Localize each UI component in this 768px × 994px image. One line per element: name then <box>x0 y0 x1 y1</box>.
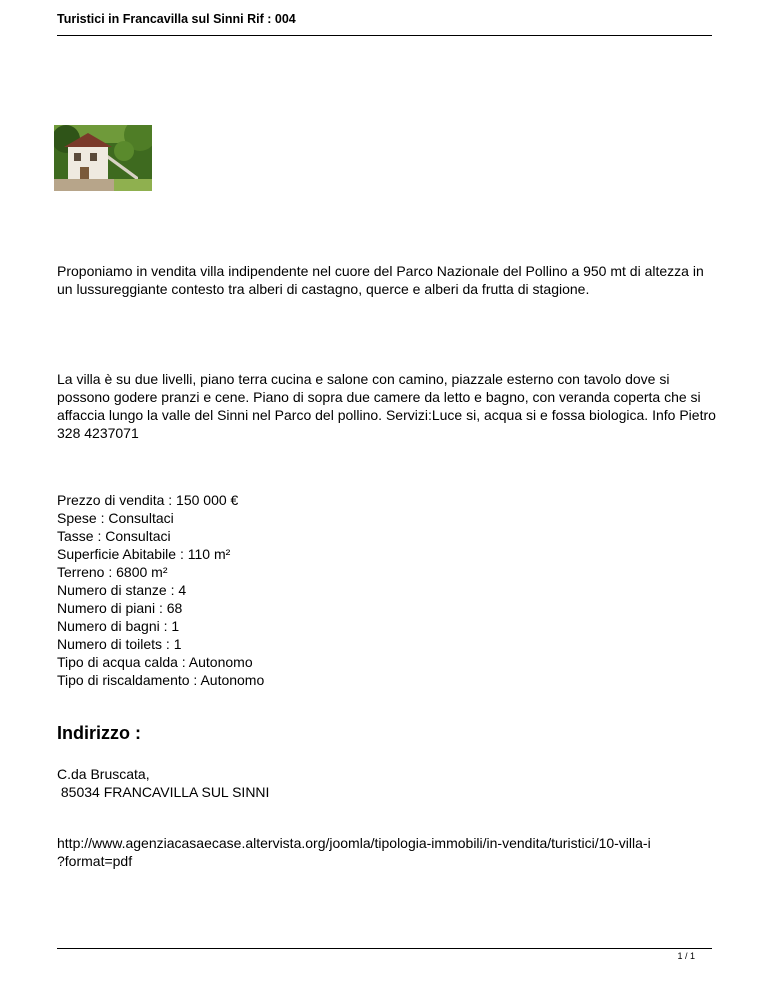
page-header-title: Turistici in Francavilla sul Sinni Rif : 004 <box>57 12 296 26</box>
footer-divider <box>57 948 712 949</box>
header-divider <box>57 35 712 36</box>
address-block <box>57 765 717 801</box>
address-line-1: C.da Bruscata, <box>57 766 150 782</box>
spec-living-area: Superficie Abitabile : 110 m² <box>57 546 231 562</box>
spec-taxes: Tasse : Consultaci <box>57 528 171 544</box>
description-paragraph-1: Proponiamo in vendita villa indipendente nel cuore del Parco Nazionale del Pollino a 950 mt di altezza in un lussureggiante contesto tra alberi di castagno, querce e alberi da frutta di stagione. <box>57 263 704 297</box>
property-specs-list <box>57 491 717 689</box>
property-photo <box>54 125 152 191</box>
page-number: 1 / 1 <box>677 951 695 961</box>
spec-hot-water: Tipo di acqua calda : Autonomo <box>57 654 253 670</box>
source-url[interactable] <box>57 834 717 870</box>
description-paragraph-2: La villa è su due livelli, piano terra cucina e salone con camino, piazzale esterno con tavolo dove si possono godere pranzi e cene. Piano di sopra due camere da letto e bagno, con veranda coperta che si affaccia lungo la valle del Sinni nel Parco del pollino. Servizi:Luce si, acqua si e fossa biologica. Info Pietro 328 4237071 <box>57 371 716 441</box>
spec-floors: Numero di piani : 68 <box>57 600 183 616</box>
spec-toilets: Numero di toilets : 1 <box>57 636 182 652</box>
spec-heating: Tipo di riscaldamento : Autonomo <box>57 672 265 688</box>
villa-photo-graphic <box>54 125 152 191</box>
spec-rooms: Numero di stanze : 4 <box>57 582 187 598</box>
spec-expenses: Spese : Consultaci <box>57 510 174 526</box>
spec-bathrooms: Numero di bagni : 1 <box>57 618 180 634</box>
address-heading: Indirizzo : <box>57 723 141 743</box>
address-line-2: 85034 FRANCAVILLA SUL SINNI <box>57 784 270 800</box>
source-url-line-1: http://www.agenziacasaecase.altervista.org/joomla/tipologia-immobili/in-vendita/turistici/10-villa-i <box>57 835 651 851</box>
source-url-line-2: ?format=pdf <box>57 853 133 869</box>
spec-land: Terreno : 6800 m² <box>57 564 168 580</box>
spec-price: Prezzo di vendita : 150 000 € <box>57 492 239 508</box>
